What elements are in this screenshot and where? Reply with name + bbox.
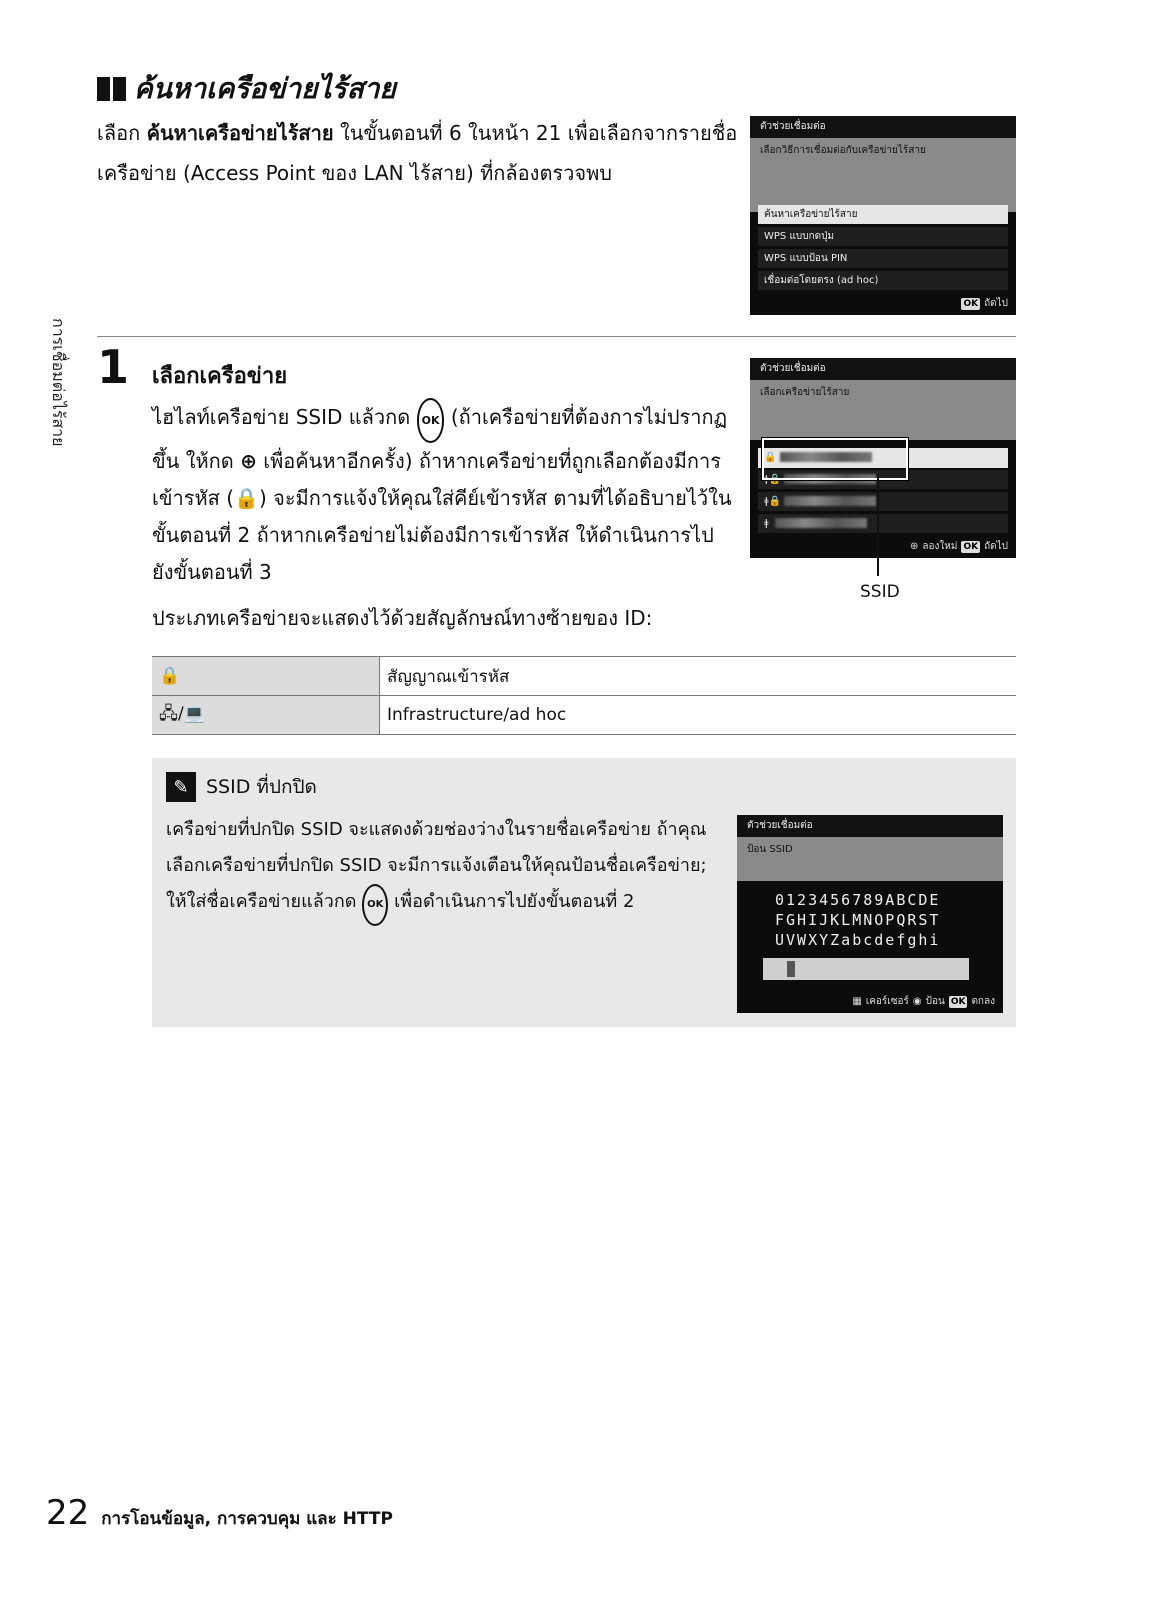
step-number: 1 (97, 340, 130, 394)
ssid-callout-label: SSID (860, 582, 900, 602)
table-row (152, 657, 1016, 696)
ssid-input-field[interactable] (763, 958, 969, 980)
camera-screen-enter-ssid (737, 815, 1003, 1013)
keyboard-row: FGHIJKLMNOPQRST (775, 911, 941, 929)
lock-icon: 🔒 (764, 452, 777, 463)
pencil-icon: ✎ (166, 772, 196, 802)
section-heading (97, 67, 396, 111)
ok-button-icon: OK (950, 996, 966, 1007)
step-title: เลือกเครือข่าย (152, 364, 288, 389)
network-types-note: ประเภทเครือข่ายจะแสดงไว้ด้วยสัญลักษณ์ทางซ้ายของ ID: (152, 606, 653, 630)
section-title: ค้นหาเครือข่ายไร้สาย (134, 72, 396, 105)
table-cell: Infrastructure/ad hoc (380, 696, 1017, 735)
note-body: เครือข่ายที่ปกปิด SSID จะแสดงด้วยช่องว่างในรายชื่อเครือข่าย ถ้าคุณเลือกเครือข่ายที่ปกปิด SSID จะมีการแจ้งเตือนให้คุณป้อนชื่อเครือข่าย; ให้ใส่ชื่อเครือข่ายแล้วกด OK เพื่อดำเนินการไปยังขั้นตอนที่ 2 (166, 812, 726, 926)
note-title: ✎ SSID ที่ปกปิด (166, 772, 317, 802)
lock-icon: 🔒 (152, 657, 380, 696)
screen-prompt: ป้อน SSID (737, 837, 1003, 881)
network-mode-icon: 🖧/💻 (152, 696, 380, 735)
zoom-in-icon: ⊕ (240, 449, 257, 473)
menu-option[interactable]: WPS แบบกดปุ่ม (758, 227, 1008, 246)
screen-prompt: เลือกวิธีการเชื่อมต่อกับเครือข่ายไร้สาย (750, 138, 1016, 212)
menu-option[interactable]: เชื่อมต่อโดยตรง (ad hoc) (758, 271, 1008, 290)
screen-title: ตัวช่วยเชื่อมต่อ (750, 358, 1016, 380)
ok-button-icon: OK (362, 884, 388, 926)
heading-marker-icon (97, 77, 126, 101)
blurred-ssid (775, 518, 867, 528)
character-keyboard[interactable] (775, 890, 940, 950)
ssid-callout-line (877, 474, 879, 576)
ok-button-icon: OK (417, 398, 445, 443)
lock-icon: 🔒 (234, 486, 259, 510)
intro-option-name: ค้นหาเครือข่ายไร้สาย (146, 121, 334, 145)
step-body: ไฮไลท์เครือข่าย SSID แล้วกด OK (ถ้าเครือข่ายที่ต้องการไม่ปรากฏขึ้น ให้กด ⊕ เพื่อค้นหาอีกครั้ง) ถ้าหากเครือข่ายที่ถูกเลือกต้องมีการเข้ารหัส (🔒) จะมีการแจ้งให้คุณใส่คีย์เข้ารหัส ตามที่ได้อธิบายไว้ในขั้นตอนที่ 2 ถ้าหากเครือข่ายไม่ต้องมีการเข้ารหัส ให้ดำเนินการไปยังขั้นตอนที่ 3 (152, 398, 732, 591)
page-number: 22 (46, 1493, 90, 1533)
cursor-keys-icon: ▦ (852, 996, 862, 1007)
chapter-title: การโอนข้อมูล, การควบคุม และ HTTP (101, 1509, 393, 1529)
blurred-ssid (784, 496, 876, 506)
network-row[interactable] (758, 492, 1008, 511)
screen-footer: ⊕ ลองใหม่ OK ถัดไป (909, 541, 1008, 552)
intro-paragraph: เลือก ค้นหาเครือข่ายไร้สาย ในขั้นตอนที่ 6 ในหน้า 21 เพื่อเลือกจากรายชื่อเครือข่าย (Access Point ของ LAN ไร้สาย) ที่กล้องตรวจพบ (97, 121, 738, 185)
keyboard-row: 0123456789ABCDE (775, 891, 941, 909)
multi-selector-icon: ◉ (912, 996, 922, 1007)
infrastructure-icon: ǂ (764, 518, 769, 529)
camera-screen-connection-method (750, 116, 1016, 315)
symbol-table (152, 656, 1016, 735)
section-divider (97, 336, 1016, 337)
ok-button-icon: OK (963, 541, 979, 552)
page-footer (46, 1493, 393, 1533)
ssid-callout-box (762, 438, 908, 480)
screen-footer: ▦ เคอร์เซอร์ ◉ ป้อน OK ตกลง (852, 996, 995, 1007)
screen-title: ตัวช่วยเชื่อมต่อ (750, 116, 1016, 138)
keyboard-row: UVWXYZabcdefghi (775, 931, 941, 949)
screen-prompt: เลือกเครือข่ายไร้สาย (750, 380, 1016, 440)
screen-footer: OK ถัดไป (963, 298, 1008, 309)
table-row (152, 696, 1016, 735)
zoom-in-icon: ⊕ (909, 541, 919, 552)
text-cursor (787, 961, 795, 977)
infrastructure-icon: ǂ🔒 (764, 496, 782, 507)
side-tab-label: การเชื่อมต่อไร้สาย (49, 318, 68, 447)
infrastructure-icon: ǂ🔒 (764, 474, 782, 485)
menu-option[interactable]: WPS แบบป้อน PIN (758, 249, 1008, 268)
ok-button-icon: OK (963, 298, 979, 309)
screen-title: ตัวช่วยเชื่อมต่อ (737, 815, 1003, 837)
menu-option[interactable]: ค้นหาเครือข่ายไร้สาย (758, 205, 1008, 224)
network-row[interactable] (758, 514, 1008, 533)
table-cell: สัญญาณเข้ารหัส (380, 657, 1017, 696)
